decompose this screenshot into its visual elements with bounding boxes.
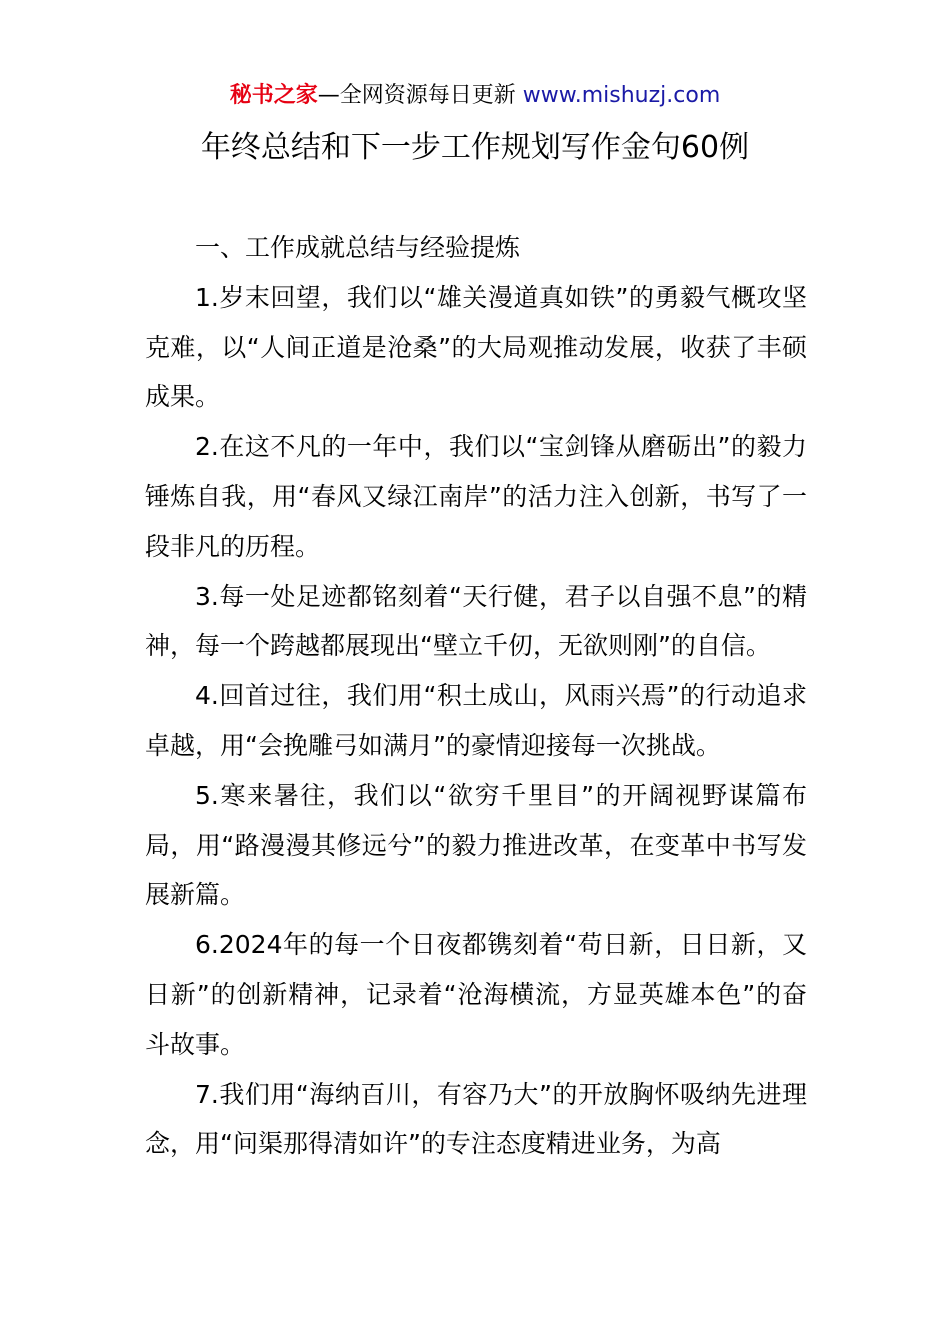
- site-header: [0, 80, 950, 112]
- header-tagline: —全网资源每日更新: [317, 83, 516, 108]
- section-heading: 一、工作成就总结与经验提炼: [195, 233, 521, 262]
- paragraph-3: 3.每一处足迹都铭刻着“天行健，君子以自强不息”的精神，每一个跨越都展现出“壁立千仞，无欲则刚”的自信。: [145, 581, 807, 661]
- document-body: [145, 223, 807, 1169]
- brand-name: 秘书之家: [229, 83, 318, 108]
- paragraph-4: 4.回首过往，我们用“积土成山，风雨兴焉”的行动追求卓越，用“会挽雕弓如满月”的豪情迎接每一次挑战。: [145, 681, 807, 760]
- paragraph-1: 1.岁末回望，我们以“雄关漫道真如铁”的勇毅气概攻坚克难，以“人间正道是沧桑”的大局观推动发展，收获了丰硕成果。: [145, 282, 807, 412]
- document-title: 年终总结和下一步工作规划写作金句60例: [200, 130, 750, 165]
- paragraph-5: 5.寒来暑往，我们以“欲穷千里目”的开阔视野谋篇布局，用“路漫漫其修远兮”的毅力推进改革，在变革中书写发展新篇。: [145, 780, 807, 910]
- site-url-link[interactable]: www.mishuzj.com: [522, 83, 721, 108]
- paragraph-2: 2.在这不凡的一年中，我们以“宝剑锋从磨砺出”的毅力锤炼自我，用“春风又绿江南岸”的活力注入创新，书写了一段非凡的历程。: [145, 432, 807, 561]
- paragraph-7: 7.我们用“海纳百川，有容乃大”的开放胸怀吸纳先进理念，用“问渠那得清如许”的专注态度精进业务，为高: [145, 1079, 807, 1159]
- paragraph-6: 6.2024年的每一个日夜都镌刻着“苟日新，日日新，又日新”的创新精神，记录着“沧海横流，方显英雄本色”的奋斗故事。: [145, 930, 807, 1059]
